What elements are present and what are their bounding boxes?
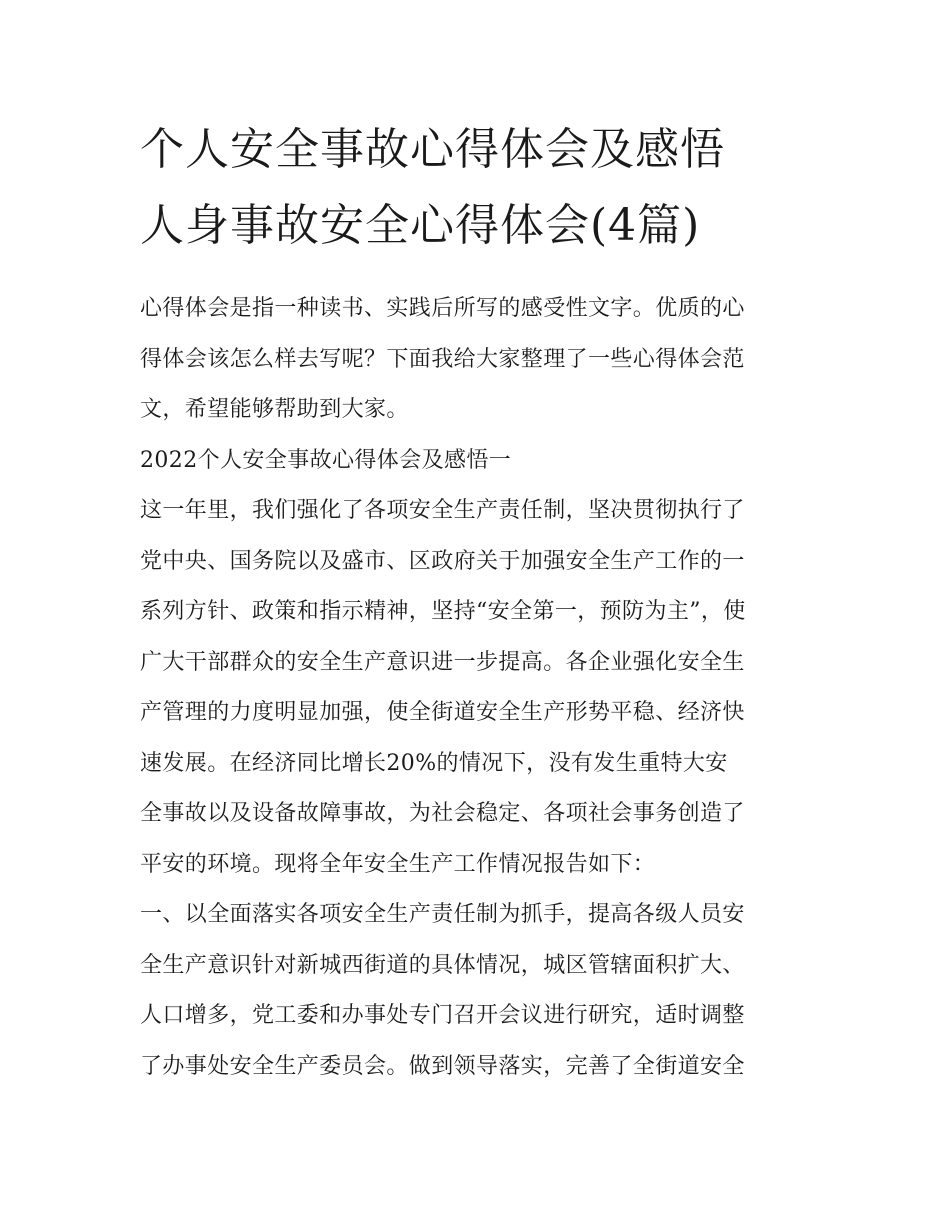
title-line-1: 个人安全事故心得体会及感悟 — [140, 124, 725, 175]
body-line: 平安的环境。现将全年安全生产工作情况报告如下： — [140, 851, 656, 877]
document-body — [140, 284, 812, 1092]
body-line: 全事故以及设备故障事故，为社会稳定、各项社会事务创造了 — [140, 801, 745, 826]
section-heading: 2022个人安全事故心得体会及感悟一 — [140, 447, 512, 473]
body-line: 速发展。在经济同比增长20%的情况下，没有发生重特大安 — [140, 750, 728, 776]
body-line: 了办事处安全生产委员会。做到领导落实，完善了全街道安全 — [140, 1053, 745, 1079]
body-line: 文，希望能够帮助到大家。 — [140, 397, 409, 422]
body-line: 系列方针、政策和指示精神，坚持“安全第一，预防为主”，使 — [140, 599, 746, 624]
body-line: 心得体会是指一种读书、实践后所写的感受性文字。优质的心 — [140, 296, 745, 321]
body-line: 这一年里，我们强化了各项安全生产责任制，坚决贯彻执行了 — [140, 498, 745, 523]
title-line-2: 人身事故安全心得体会(4篇) — [140, 200, 701, 251]
body-line: 广大干部群众的安全生产意识进一步提高。各企业强化安全生 — [140, 649, 745, 675]
body-line: 人口增多，党工委和办事处专门召开会议进行研究，适时调整 — [140, 1003, 745, 1028]
body-line: 党中央、国务院以及盛市、区政府关于加强安全生产工作的一 — [140, 548, 745, 574]
body-line: 全生产意识针对新城西街道的具体情况，城区管辖面积扩大、 — [140, 952, 745, 978]
body-line: 产管理的力度明显加强，使全街道安全生产形势平稳、经济快 — [140, 700, 745, 725]
body-line: 得体会该怎么样去写呢？下面我给大家整理了一些心得体会范 — [140, 346, 745, 372]
document-title — [140, 112, 812, 264]
document-page — [140, 112, 812, 1092]
body-line: 一、以全面落实各项安全生产责任制为抓手，提高各级人员安 — [140, 902, 745, 927]
